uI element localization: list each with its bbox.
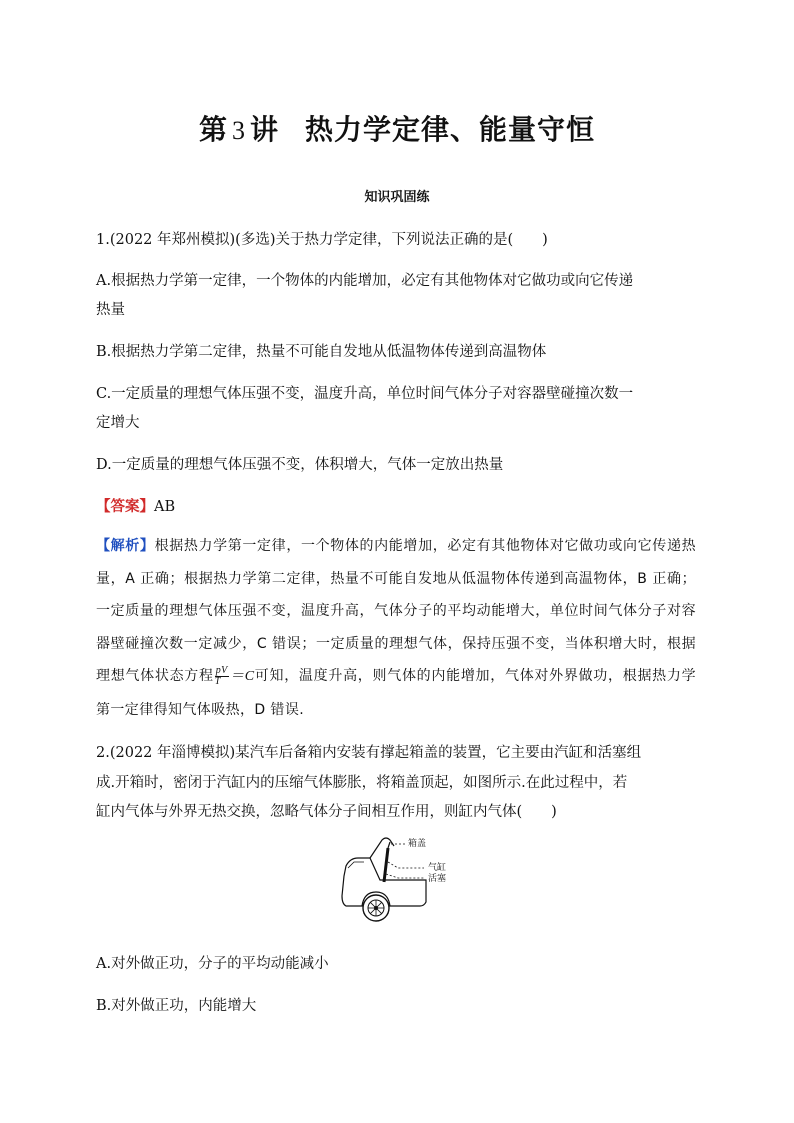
answer-tag: 【答案】: [96, 498, 154, 515]
q2-stem-line2: 成.开箱时，密闭于汽缸内的压缩气体膨胀，将箱盖顶起，如图所示.在此过程中，若: [96, 775, 628, 791]
analysis-text-part1: 根据热力学第一定律，一个物体的内能增加，必定有其他物体对它做功或向它传递热量，A 正确；根据热力学第二定律，热量不可能自发地从低温物体传递到高温物体，B 正确；一定质量的理想气体压强不变，温度升高，气体分子的平均动能增大，单位时间气体分子对容器壁碰撞次数一定减少，C 错误；一定质量的理想气体，保持压强不变，当体积增大时，根据理想气体状态方程: [96, 538, 696, 684]
piston-rod: [388, 842, 390, 848]
q1-option-b: B.根据热力学第二定律，热量不可能自发地从低温物体传递到高温物体: [96, 344, 547, 360]
lecture-number: 3: [231, 116, 246, 145]
q1-answer: [96, 492, 696, 522]
q2-stem-line3: 缸内气体与外界无热交换，忽略气体分子间相互作用，则缸内气体( ): [96, 804, 557, 820]
q1-option-a-line2: 热量: [96, 302, 125, 318]
label-piston: 活塞: [428, 874, 447, 884]
analysis-text-part2: 可知，温度升高，则气体的内能增加，气体对外界做功，根据热力学第一定律得知气体吸热，D 错误.: [96, 668, 697, 718]
q1-option-c-line1: C.一定质量的理想气体压强不变，温度升高，单位时间气体分子对容器壁碰撞次数一: [96, 386, 634, 402]
gas-equation-fraction: [215, 666, 229, 687]
label-cylinder: 气缸: [428, 863, 447, 873]
equation-rest: ＝C: [229, 669, 255, 684]
q1-option-c-line2: 定增大: [96, 415, 140, 431]
q2-stem-line1: 2.(2022 年淄博模拟)某汽车后备箱内安装有撑起箱盖的装置，它主要由汽缸和活塞组: [96, 745, 642, 761]
section-heading: 知识巩固练: [364, 190, 430, 205]
q1-stem: 1.(2022 年郑州模拟)(多选)关于热力学定律，下列说法正确的是( ): [96, 232, 548, 248]
page-title: [0, 108, 794, 148]
analysis-tag: 【解析】: [96, 538, 155, 554]
q1-option-d: D.一定质量的理想气体压强不变，体积增大，气体一定放出热量: [96, 457, 504, 473]
fraction-denominator: T: [214, 675, 221, 687]
title-main: 热力学定律、能量守恒: [305, 113, 596, 146]
car-trunk-figure: [336, 836, 466, 936]
q1-option-a-line1: A.根据热力学第一定律，一个物体的内能增加，必定有其他物体对它做功或向它传递: [96, 273, 634, 289]
label-lid: 箱盖: [408, 839, 427, 849]
trunk-lid: [370, 838, 394, 858]
fraction-numerator: pV: [215, 664, 228, 676]
q2-option-a: A.对外做正功，分子的平均动能减小: [96, 956, 329, 972]
car-trunk-diagram: [336, 836, 466, 936]
gas-cylinder: [384, 848, 388, 882]
q2-option-b: B.对外做正功，内能增大: [96, 998, 257, 1014]
q1-analysis: [96, 530, 696, 726]
title-lecture-word: 讲: [249, 113, 279, 146]
title-prefix: 第: [198, 113, 228, 146]
answer-value: AB: [154, 499, 176, 515]
